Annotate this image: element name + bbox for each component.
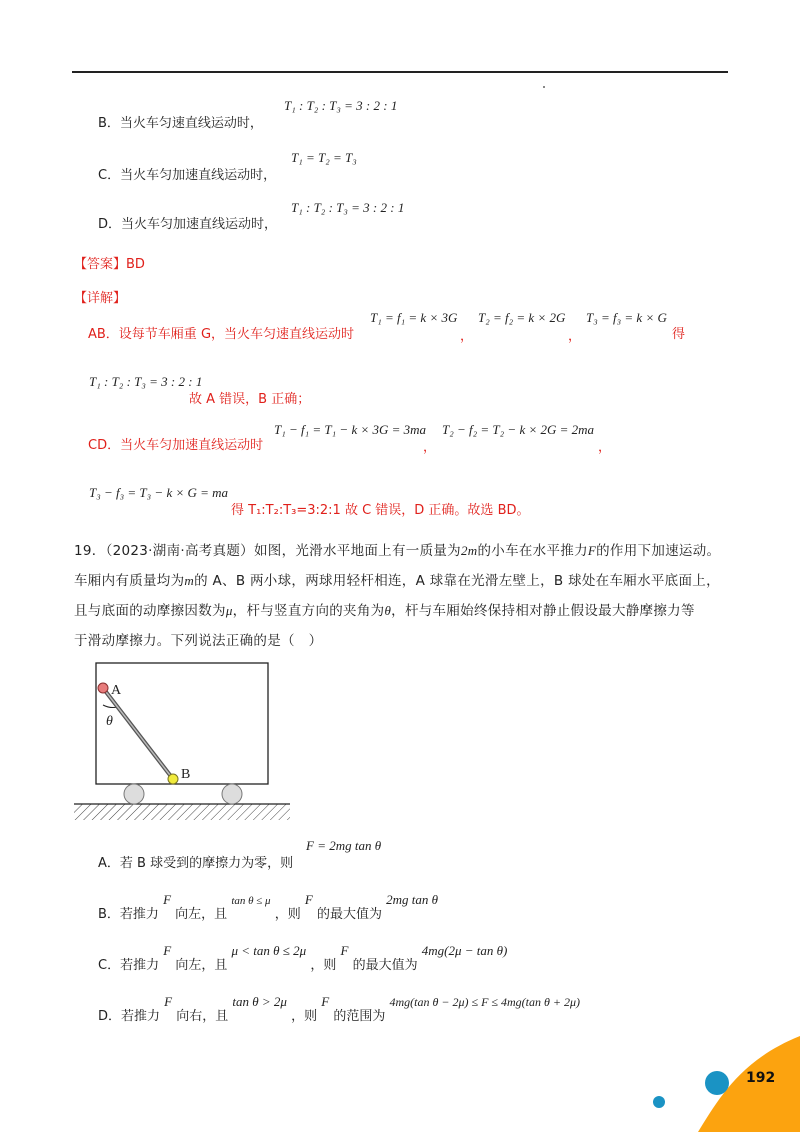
- option-c-formula: T₁ = T₂ = T₃: [291, 150, 357, 165]
- cart-box: [96, 663, 268, 784]
- q19-b-mid: 向左，且: [175, 907, 228, 922]
- q19-option-c: [98, 943, 508, 973]
- q19-b-cond: tan θ ≤ μ: [231, 895, 271, 907]
- q19-b-value: 2mg tan θ: [386, 892, 439, 907]
- q19-line1-text-b: 的小车在水平推力: [477, 543, 588, 559]
- detail-ratio-conclusion: 故 A 错误，B 正确；: [189, 392, 311, 407]
- ground-hatch: [74, 804, 290, 820]
- q19-b-pre: B．若推力: [98, 907, 159, 922]
- q19-m: m: [184, 573, 195, 588]
- detail-tag: 【详解】: [74, 291, 127, 306]
- answer-tag: 【答案】: [74, 257, 127, 272]
- detail-ab-f3: T₃ = f₃ = k × G: [586, 310, 667, 325]
- ball-b: [168, 774, 178, 784]
- q19-option-a-text: A．若 B 球受到的摩擦力为零，则: [98, 856, 294, 871]
- q19-b-mid2: ，则: [274, 907, 301, 922]
- page-number: 192: [746, 1070, 776, 1086]
- q19-line2-text-a: 车厢内有质量均为: [74, 573, 185, 589]
- q19-mu: μ: [225, 603, 233, 618]
- label-b: B: [181, 767, 191, 782]
- ball-a: [98, 683, 108, 693]
- detail-comma-4: ，: [598, 440, 612, 455]
- detail-comma-2: ，: [568, 329, 582, 344]
- q19-line2-text-b: 的 A、B 两小球，两球用轻杆相连，A 球靠在光滑左壁上，B 球处在车厢水平底面上，: [194, 573, 720, 589]
- q19-line1-text-c: 的作用下加速运动。: [596, 543, 721, 559]
- q19-line3-text-c: ，杆与车厢始终保持相对静止假设最大静摩擦力等: [391, 603, 695, 619]
- q19-option-d: [98, 994, 581, 1024]
- option-b-formula: T₁ : T₂ : T₃ = 3 : 2 : 1: [284, 98, 398, 113]
- q19-line1-text-a: 19．（2023·湖南·高考真题）如图，光滑水平地面上有一质量为: [74, 543, 461, 559]
- q19-theta: θ: [384, 603, 392, 618]
- q19-c-mid2: ，则: [310, 958, 337, 973]
- detail-ab-f2: T₂ = f₂ = k × 2G: [478, 310, 566, 325]
- option-d-formula: T₁ : T₂ : T₃ = 3 : 2 : 1: [291, 200, 405, 215]
- q19-line2: [74, 569, 720, 589]
- detail-ab-f1: T₁ = f₁ = k × 3G: [370, 310, 458, 325]
- q19-d-pre: D．若推力: [98, 1009, 161, 1024]
- q19-d-mid: 向右，且: [176, 1009, 229, 1024]
- detail-ratio: T₁ : T₂ : T₃ = 3 : 2 : 1: [89, 374, 203, 389]
- detail-cd-f2: T₂ − f₂ = T₂ − k × 2G = 2ma: [442, 422, 595, 437]
- q19-d-post: 的范围为: [333, 1009, 386, 1024]
- detail-comma-3: ，: [423, 440, 437, 455]
- q19-d-value: 4mg(tan θ − 2μ) ≤ F ≤ 4mg(tan θ + 2μ): [389, 995, 581, 1009]
- q19-c-post: 的最大值为: [352, 958, 418, 973]
- q19-d-F: F: [164, 994, 173, 1009]
- q19-d-F2: F: [321, 994, 330, 1009]
- q19-c-F2: F: [340, 943, 349, 958]
- q19-line3-text-b: ，杆与竖直方向的夹角为: [232, 603, 385, 619]
- q19-c-F: F: [163, 943, 172, 958]
- detail-cd-conclusion: 得 T₁:T₂:T₃=3:2:1 故 C 错误，D 正确。故选 BD。: [231, 503, 530, 518]
- option-c-label: C．当火车匀加速直线运动时，: [98, 168, 277, 183]
- q19-c-mid: 向左，且: [175, 958, 228, 973]
- option-b-label: B．当火车匀速直线运动时，: [98, 116, 263, 131]
- cart-figure: [70, 655, 295, 825]
- detail-de: 得: [672, 327, 686, 342]
- header-rule: [72, 71, 728, 73]
- detail-ab-text: AB．设每节车厢重 G，当火车匀速直线运动时: [88, 327, 355, 342]
- q19-line3: [74, 599, 695, 619]
- q19-mass: 2m: [460, 543, 478, 558]
- q19-c-cond: μ < tan θ ≤ 2μ: [231, 943, 307, 958]
- corner-decoration: [640, 1030, 800, 1132]
- blue-dot-small: [653, 1096, 665, 1108]
- label-theta: θ: [106, 714, 113, 729]
- right-wheel: [222, 784, 242, 804]
- left-wheel: [124, 784, 144, 804]
- answer: [74, 253, 145, 272]
- q19-d-cond: tan θ > 2μ: [232, 994, 287, 1009]
- blue-dot-large: [705, 1071, 729, 1095]
- q19-c-value: 4mg(2μ − tan θ): [421, 943, 508, 958]
- q19-b-post: 的最大值为: [316, 907, 382, 922]
- q19-line1: [74, 539, 720, 559]
- detail-cd-f1: T₁ − f₁ = T₁ − k × 3G = 3ma: [274, 422, 427, 437]
- header-dot: [543, 86, 545, 88]
- detail-comma-1: ，: [460, 329, 474, 344]
- q19-c-pre: C．若推力: [98, 958, 160, 973]
- q19-line4: 于滑动摩擦力。下列说法正确的是（ ）: [74, 633, 323, 649]
- q19-b-F2: F: [304, 892, 313, 907]
- q19-line3-text-a: 且与底面的动摩擦因数为: [74, 603, 226, 619]
- q19-d-mid2: ，则: [291, 1009, 318, 1024]
- q19-b-F: F: [163, 892, 172, 907]
- q19-option-a-formula: F = 2mg tan θ: [306, 838, 382, 853]
- label-a: A: [111, 683, 122, 698]
- option-d-label: D．当火车匀加速直线运动时，: [98, 217, 278, 232]
- answer-value: BD: [126, 257, 145, 272]
- detail-cd-text: CD．当火车匀加速直线运动时: [88, 438, 264, 453]
- q19-force: F: [587, 543, 597, 558]
- detail-cd-f3: T₃ − f₃ = T₃ − k × G = ma: [89, 485, 229, 500]
